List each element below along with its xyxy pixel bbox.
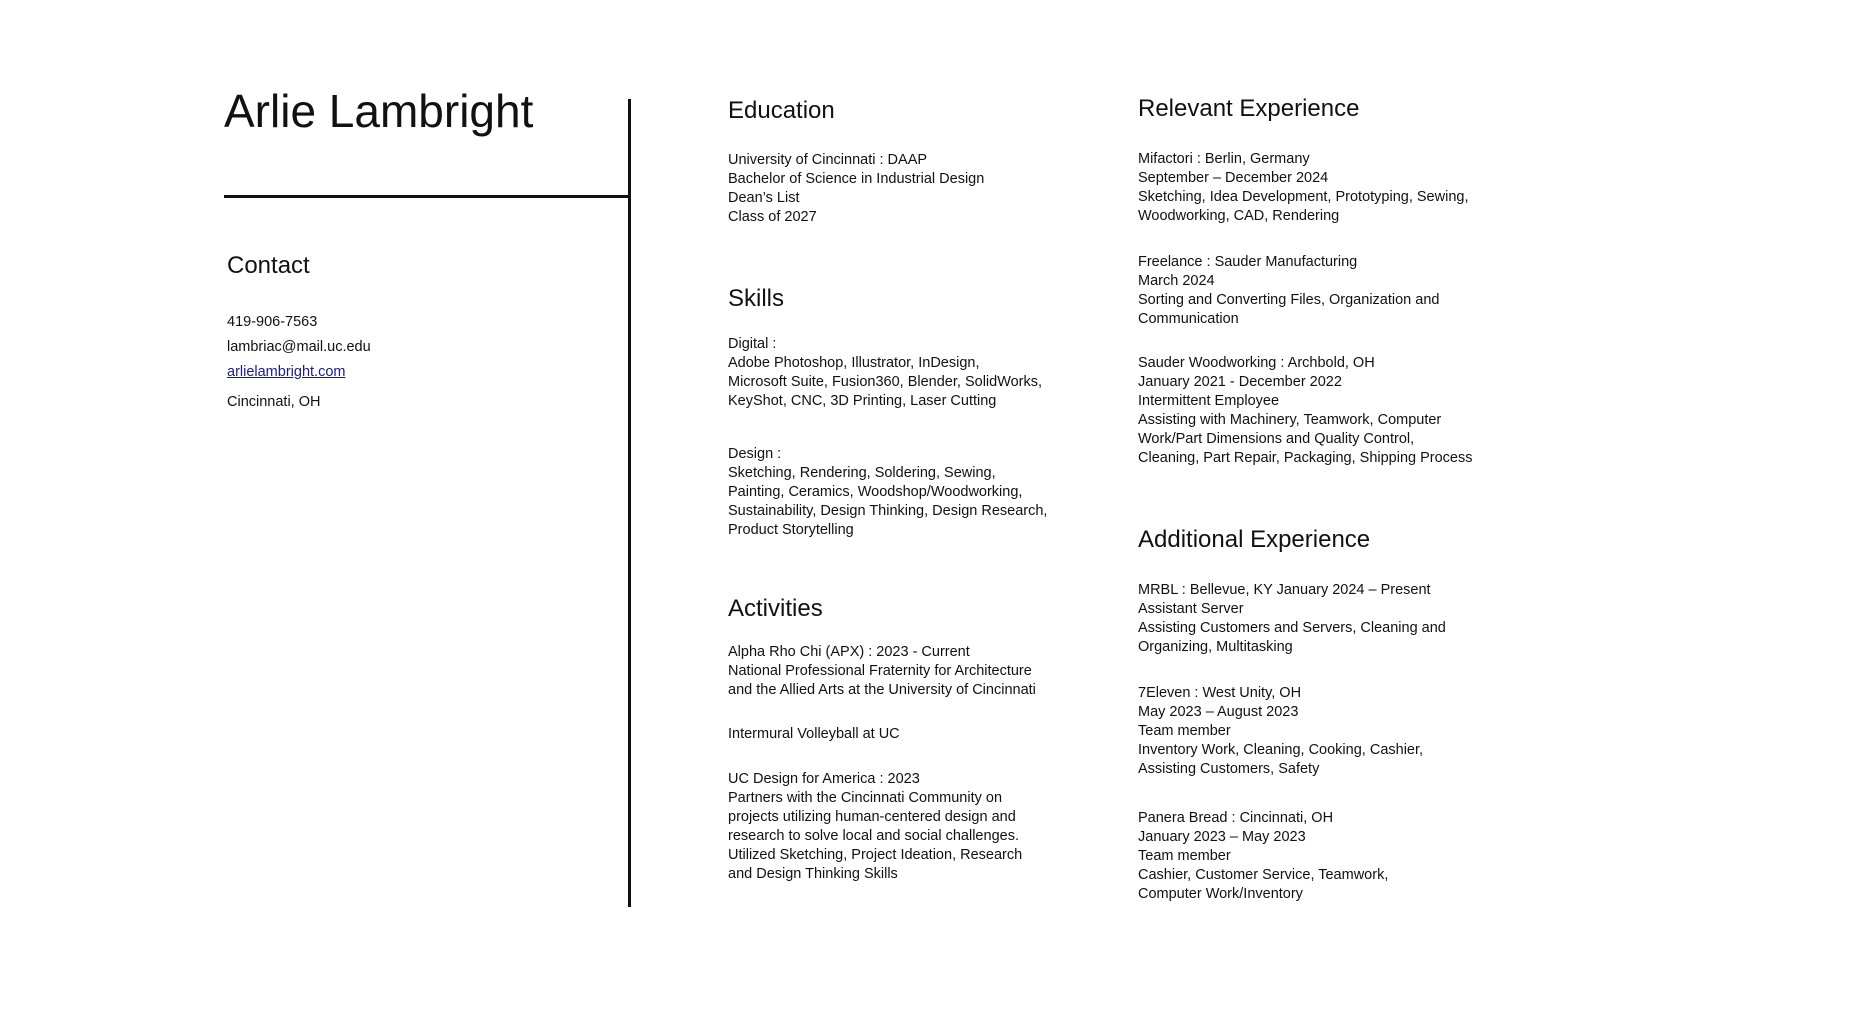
experience-line: Mifactori : Berlin, Germany bbox=[1138, 151, 1310, 167]
experience-line: Sauder Woodworking : Archbold, OH bbox=[1138, 355, 1375, 371]
skills-design bbox=[728, 445, 1047, 540]
relevant-experience-item bbox=[1138, 354, 1473, 468]
activity-line: projects utilizing human-centered design and bbox=[728, 809, 1016, 825]
relevant-experience-item bbox=[1138, 253, 1439, 329]
experience-line: Computer Work/Inventory bbox=[1138, 886, 1303, 902]
experience-line: September – December 2024 bbox=[1138, 170, 1329, 186]
resume-name: Arlie Lambright bbox=[224, 85, 534, 137]
contact-location: Cincinnati, OH bbox=[227, 394, 321, 410]
experience-line: Intermittent Employee bbox=[1138, 393, 1280, 409]
experience-line: Woodworking, CAD, Rendering bbox=[1138, 208, 1340, 224]
experience-line: Assisting Customers, Safety bbox=[1138, 761, 1320, 777]
additional-experience-item bbox=[1138, 684, 1423, 779]
additional-experience-item bbox=[1138, 581, 1446, 657]
education-details bbox=[728, 151, 984, 227]
education-heading: Education bbox=[728, 97, 835, 124]
activity-line: Intermural Volleyball at UC bbox=[728, 726, 900, 742]
skills-design-line: Painting, Ceramics, Woodshop/Woodworking, bbox=[728, 484, 1023, 500]
skills-design-line: Product Storytelling bbox=[728, 522, 854, 538]
experience-line: MRBL : Bellevue, KY January 2024 – Present bbox=[1138, 582, 1431, 598]
education-line: Bachelor of Science in Industrial Design bbox=[728, 171, 985, 187]
contact-email: lambriac@mail.uc.edu bbox=[227, 339, 371, 355]
skills-design-line: Sustainability, Design Thinking, Design Research, bbox=[728, 503, 1048, 519]
skills-design-line: Sketching, Rendering, Soldering, Sewing, bbox=[728, 465, 996, 481]
relevant-experience-heading: Relevant Experience bbox=[1138, 95, 1360, 122]
experience-line: Team member bbox=[1138, 723, 1231, 739]
activity-line: and Design Thinking Skills bbox=[728, 866, 898, 882]
experience-line: Assisting Customers and Servers, Cleaning and bbox=[1138, 620, 1446, 636]
activities-heading: Activities bbox=[728, 595, 823, 622]
name-divider bbox=[224, 195, 630, 198]
experience-line: Freelance : Sauder Manufacturing bbox=[1138, 254, 1358, 270]
activity-line: National Professional Fraternity for Architecture bbox=[728, 663, 1032, 679]
education-line: University of Cincinnati : DAAP bbox=[728, 152, 928, 168]
education-line: Dean’s List bbox=[728, 190, 800, 206]
skills-design-line: Design : bbox=[728, 446, 782, 462]
experience-line: Cashier, Customer Service, Teamwork, bbox=[1138, 867, 1389, 883]
experience-line: Sorting and Converting Files, Organization and bbox=[1138, 292, 1440, 308]
experience-line: Organizing, Multitasking bbox=[1138, 639, 1293, 655]
contact-website-link[interactable]: arlielambright.com bbox=[227, 364, 346, 380]
experience-line: Sketching, Idea Development, Prototyping, Sewing, bbox=[1138, 189, 1469, 205]
contact-heading: Contact bbox=[227, 252, 310, 279]
skills-heading: Skills bbox=[728, 285, 785, 312]
activity-line: UC Design for America : 2023 bbox=[728, 771, 920, 787]
relevant-experience-item bbox=[1138, 150, 1468, 226]
skills-digital-line: KeyShot, CNC, 3D Printing, Laser Cutting bbox=[728, 393, 997, 409]
activity-line: and the Allied Arts at the University of Cincinnati bbox=[728, 682, 1036, 698]
skills-digital-line: Microsoft Suite, Fusion360, Blender, SolidWorks, bbox=[728, 374, 1043, 390]
activity-line: Alpha Rho Chi (APX) : 2023 - Current bbox=[728, 644, 970, 660]
skills-digital-line: Adobe Photoshop, Illustrator, InDesign, bbox=[728, 355, 980, 371]
skills-digital bbox=[728, 335, 1042, 411]
skills-digital-line: Digital : bbox=[728, 336, 777, 352]
experience-line: 7Eleven : West Unity, OH bbox=[1138, 685, 1302, 701]
activity-line: Partners with the Cincinnati Community on bbox=[728, 790, 1003, 806]
column-divider bbox=[628, 99, 631, 907]
activity-item bbox=[728, 725, 900, 744]
activity-line: Utilized Sketching, Project Ideation, Research bbox=[728, 847, 1023, 863]
experience-line: March 2024 bbox=[1138, 273, 1215, 289]
experience-line: May 2023 – August 2023 bbox=[1138, 704, 1299, 720]
additional-experience-item bbox=[1138, 809, 1388, 904]
experience-line: Panera Bread : Cincinnati, OH bbox=[1138, 810, 1334, 826]
activity-item bbox=[728, 643, 1036, 700]
experience-line: Cleaning, Part Repair, Packaging, Shipping Process bbox=[1138, 450, 1473, 466]
experience-line: Team member bbox=[1138, 848, 1231, 864]
experience-line: Assisting with Machinery, Teamwork, Computer bbox=[1138, 412, 1442, 428]
activity-item bbox=[728, 770, 1022, 884]
experience-line: Inventory Work, Cleaning, Cooking, Cashier, bbox=[1138, 742, 1424, 758]
experience-line: Communication bbox=[1138, 311, 1239, 327]
experience-line: January 2021 - December 2022 bbox=[1138, 374, 1342, 390]
experience-line: Assistant Server bbox=[1138, 601, 1244, 617]
activity-line: research to solve local and social challenges. bbox=[728, 828, 1019, 844]
contact-phone: 419-906-7563 bbox=[227, 314, 318, 330]
additional-experience-heading: Additional Experience bbox=[1138, 526, 1371, 553]
experience-line: Work/Part Dimensions and Quality Control, bbox=[1138, 431, 1415, 447]
education-line: Class of 2027 bbox=[728, 209, 817, 225]
experience-line: January 2023 – May 2023 bbox=[1138, 829, 1306, 845]
